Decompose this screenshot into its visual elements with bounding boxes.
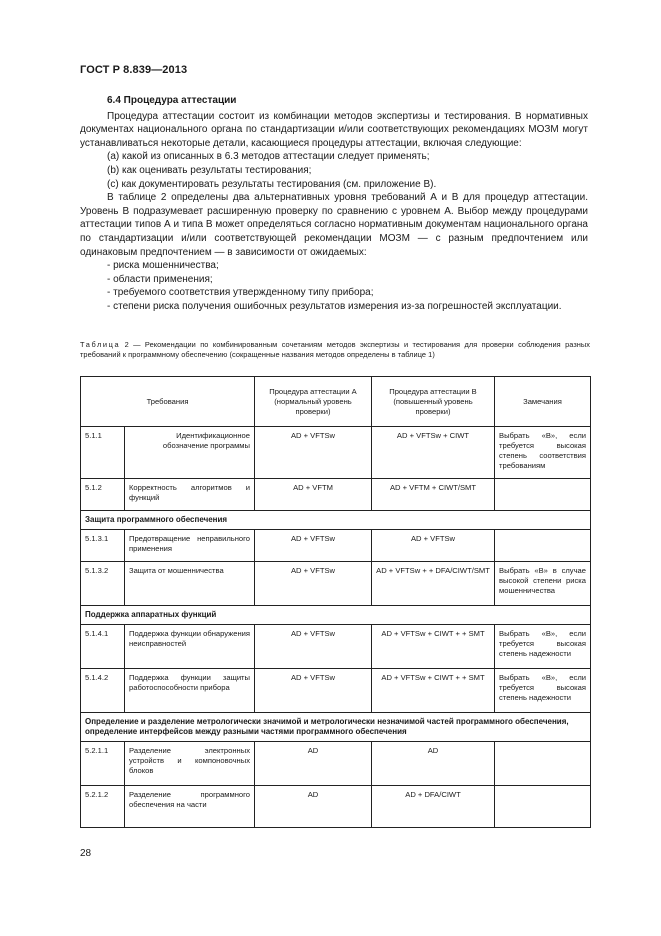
cell-num: 5.1.4.2 <box>81 669 125 713</box>
page-number: 28 <box>80 848 92 859</box>
cell-num: 5.1.3.1 <box>81 530 125 562</box>
header-procedure-b: Процедура аттестации В (повышенный уровень проверки) <box>372 377 495 427</box>
paragraph-1: Процедура аттестации состоит из комбинации методов экспертизы и тестирования. В нормативных документах национального органа по стандартизации и/или соответствующих рекомендациях МОЗМ могут устанавливаться некоторые детали, касающиеся процедуры аттестации, включая следующие: <box>80 110 588 149</box>
list-item: - риска мошенничества; <box>107 260 219 272</box>
cell-note: Выбрать «В» в случае высокой степени риска мошенничества <box>495 562 591 606</box>
cell-requirement: Защита от мошенничества <box>125 562 255 606</box>
table-group-row <box>81 606 591 625</box>
table-row <box>81 625 591 669</box>
cell-note <box>495 742 591 786</box>
cell-requirement: Предотвращение неправильного применения <box>125 530 255 562</box>
group-heading: Определение и разделение метрологически значимой и метрологически незначимой частей программного обеспечения, определение интерфейсов между разными частями программного обеспечения <box>81 713 591 742</box>
cell-b: AD + VFTSw + CIWT + + SMT <box>372 625 495 669</box>
table-row <box>81 669 591 713</box>
cell-b: AD + VFTM + CIWT/SMT <box>372 479 495 511</box>
list-item: - области применения; <box>107 273 213 285</box>
cell-num: 5.1.4.1 <box>81 625 125 669</box>
cell-num: 5.1.3.2 <box>81 562 125 606</box>
cell-a: AD + VFTSw <box>255 427 372 479</box>
requirements-table <box>80 376 591 828</box>
table-row <box>81 562 591 606</box>
cell-requirement: Корректность алгоритмов и функций <box>125 479 255 511</box>
cell-requirement: Разделение электронных устройств и компоновочных блоков <box>125 742 255 786</box>
cell-a: AD <box>255 786 372 828</box>
table-group-row <box>81 511 591 530</box>
cell-note: Выбрать «В», если требуется высокая степень надежности <box>495 669 591 713</box>
list-item: (a) какой из описанных в 6.3 методов аттестации следует применять; <box>107 151 430 163</box>
table-row <box>81 427 591 479</box>
group-heading: Поддержка аппаратных функций <box>81 606 591 625</box>
table-row <box>81 742 591 786</box>
cell-num: 5.2.1.1 <box>81 742 125 786</box>
section-title: 6.4 Процедура аттестации <box>107 95 237 106</box>
cell-note <box>495 479 591 511</box>
table-group-row <box>81 713 591 742</box>
cell-b: AD + VFTSw + CIWT <box>372 427 495 479</box>
cell-a: AD <box>255 742 372 786</box>
table-row <box>81 786 591 828</box>
document-header: ГОСТ Р 8.839—2013 <box>80 64 188 76</box>
cell-requirement: Идентификационное обозначение программы <box>125 427 255 479</box>
header-requirements: Требования <box>81 377 255 427</box>
cell-note <box>495 530 591 562</box>
cell-requirement: Поддержка функции обнаружения неисправностей <box>125 625 255 669</box>
cell-note <box>495 786 591 828</box>
header-procedure-a: Процедура аттестации А (нормальный уровень проверки) <box>255 377 372 427</box>
cell-note: Выбрать «В», если требуется высокая степень соответствия требованиям <box>495 427 591 479</box>
group-heading: Защита программного обеспечения <box>81 511 591 530</box>
paragraph-2: В таблице 2 определены два альтернативных уровня требований А и В для процедур аттестации. Уровень В подразумевает расширенную проверку по сравнению с уровнем А. Выбор между процедурами аттестации типов А и типа В может определяться согласно нормативным документам национального органа по стандартизации и/или соответствующей рекомендации МОЗМ — с разным предпочтением или одинаковым предпочтением — в зависимости от ожидаемых: <box>80 192 588 258</box>
cell-b: AD + VFTSw + + DFA/CIWT/SMT <box>372 562 495 606</box>
header-notes: Замечания <box>495 377 591 427</box>
cell-a: AD + VFTSw <box>255 530 372 562</box>
cell-requirement: Поддержка функции защиты работоспособности прибора <box>125 669 255 713</box>
table-caption <box>80 340 590 360</box>
cell-note: Выбрать «В», если требуется высокая степень надежности <box>495 625 591 669</box>
cell-requirement: Разделение программного обеспечения на части <box>125 786 255 828</box>
cell-a: AD + VFTM <box>255 479 372 511</box>
cell-num: 5.2.1.2 <box>81 786 125 828</box>
list-item: (b) как оценивать результаты тестирования; <box>107 164 312 176</box>
cell-a: AD + VFTSw <box>255 669 372 713</box>
table-row <box>81 530 591 562</box>
cell-num: 5.1.2 <box>81 479 125 511</box>
cell-a: AD + VFTSw <box>255 562 372 606</box>
table-caption-text: 2 — Рекомендации по комбинированным сочетаниям методов экспертизы и тестирования для проверки соблюдения разных требований к программному обеспечению (сокращенные названия методов определены в таблице 1) <box>80 340 590 359</box>
cell-b: AD + VFTSw <box>372 530 495 562</box>
table-row <box>81 479 591 511</box>
list-item: - требуемого соответствия утвержденному типу прибора; <box>107 287 374 299</box>
cell-b: AD + DFA/CIWT <box>372 786 495 828</box>
table-caption-label: Таблица <box>80 340 121 349</box>
list-item: - степени риска получения ошибочных результатов измерения из-за погрешностей эксплуатации. <box>107 300 562 312</box>
list-item: (c) как документировать результаты тестирования (см. приложение В). <box>107 178 437 190</box>
cell-num: 5.1.1 <box>81 427 125 479</box>
cell-a: AD + VFTSw <box>255 625 372 669</box>
cell-b: AD <box>372 742 495 786</box>
table-header-row <box>81 377 591 427</box>
section-content <box>80 94 588 314</box>
cell-b: AD + VFTSw + CIWT + + SMT <box>372 669 495 713</box>
